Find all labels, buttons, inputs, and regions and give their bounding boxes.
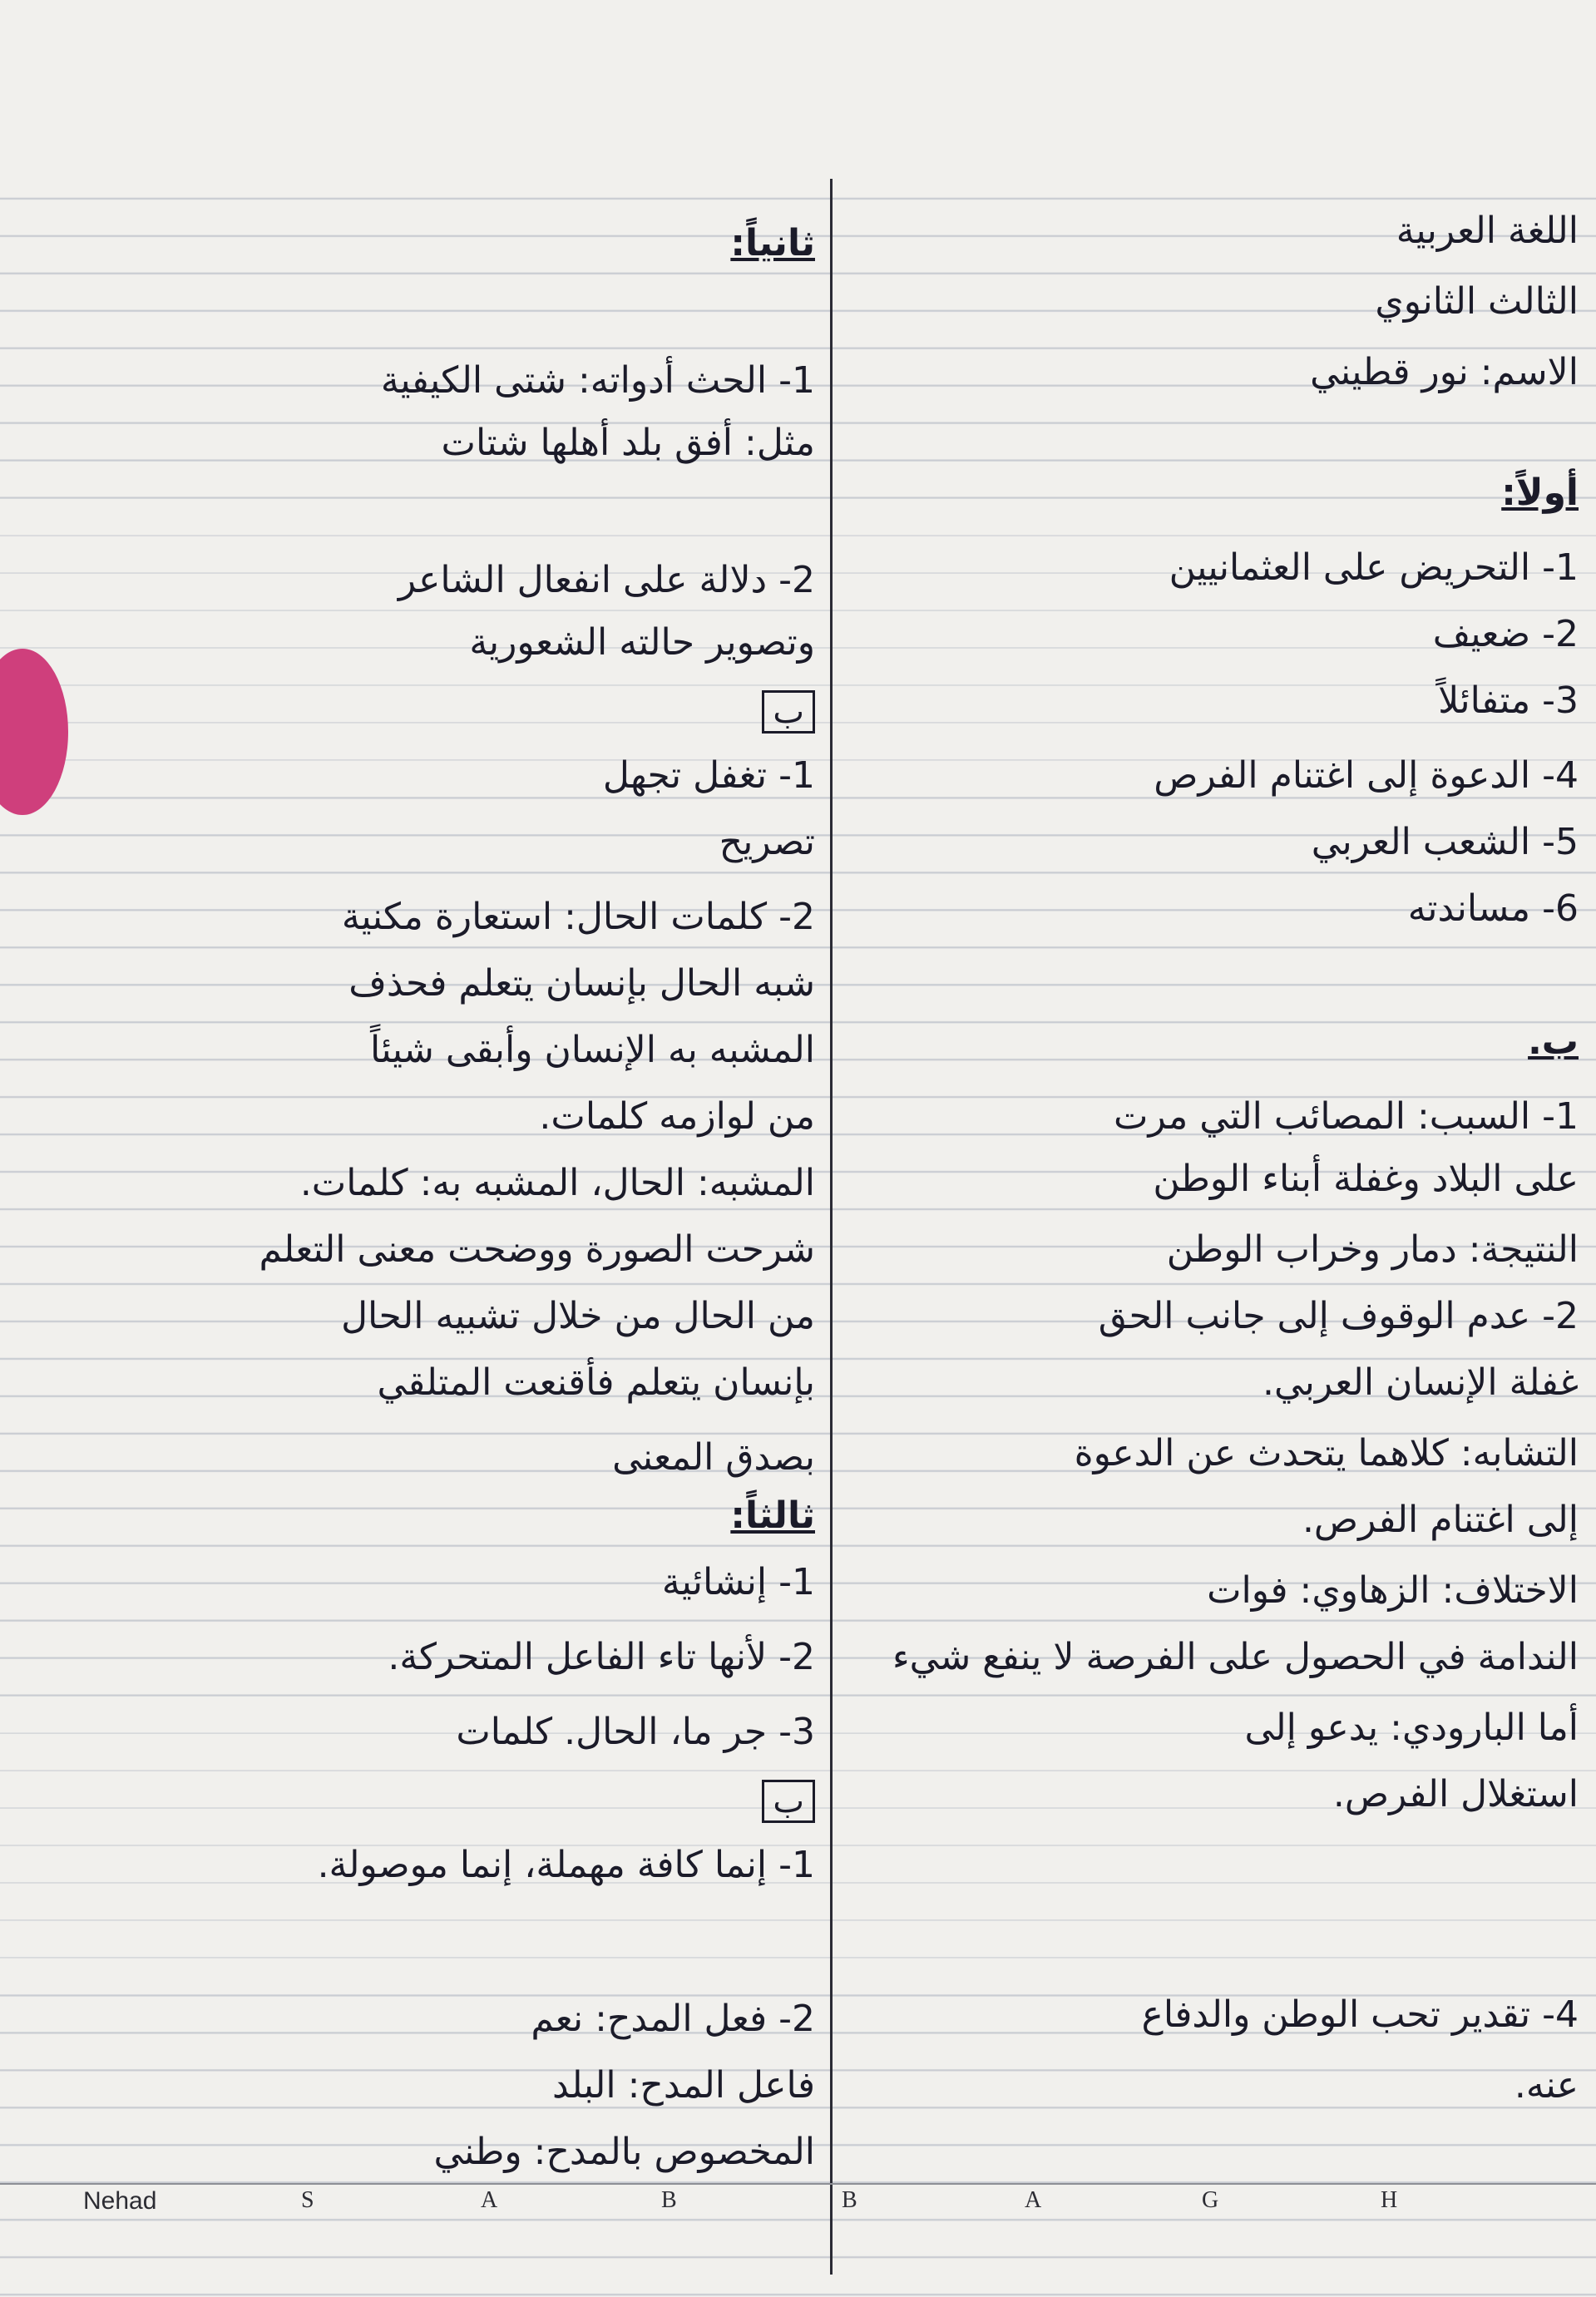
- answer-line: 5- الشعب العربي: [1311, 821, 1579, 863]
- answer-line: 1- إنشائية: [661, 1561, 815, 1603]
- page-top-margin: [0, 0, 1596, 166]
- answer-line: بإنسان يتعلم فأقنعت المتلقي: [377, 1361, 815, 1404]
- answer-line: 1- تغفل تجهل: [602, 754, 815, 797]
- footer-mark: A: [481, 2187, 498, 2213]
- answer-line: 4- الدعوة إلى اغتنام الفرص: [1154, 754, 1579, 797]
- answer-line: 1- التحريض على العثمانيين: [1169, 546, 1579, 589]
- answer-line: شبه الحال بإنسان يتعلم فحذف: [348, 962, 815, 1005]
- answer-line: الثالث الثانوي: [1375, 280, 1579, 323]
- answer-line: 6- مساندته: [1407, 887, 1579, 930]
- answer-line: 3- متفائلاً: [1438, 679, 1579, 722]
- answer-line: الاسم: نور قطيني: [1310, 351, 1579, 393]
- subsection-label: ب: [762, 690, 815, 734]
- answer-line: 1- إنما كافة مهملة، إنما موصولة.: [317, 1844, 815, 1886]
- notebook-footer: [0, 2187, 1596, 2220]
- notebook-brand: Nehad: [83, 2187, 157, 2215]
- answer-line: عنه.: [1514, 2064, 1579, 2107]
- answer-line: 2- كلمات الحال: استعارة مكنية: [341, 896, 815, 938]
- answer-line: على البلاد وغفلة أبناء الوطن: [1153, 1158, 1579, 1200]
- footer-mark: H: [1381, 2187, 1398, 2213]
- answer-line: 2- لأنها تاء الفاعل المتحركة.: [388, 1636, 815, 1678]
- section-heading: ثانياً:: [730, 222, 815, 264]
- answer-line: المشبه: الحال، المشبه به: كلمات.: [299, 1162, 815, 1204]
- answer-line: بصدق المعنى: [612, 1436, 815, 1479]
- answer-line: أما البارودي: يدعو إلى: [1244, 1707, 1579, 1749]
- footer-mark: A: [1025, 2187, 1042, 2213]
- answer-line: 1- الحث أدواته: شتى الكيفية: [380, 359, 815, 402]
- answer-line: تصريح: [719, 821, 815, 863]
- answer-line: 4- تقدير تحب الوطن والدفاع: [1141, 1993, 1579, 2036]
- answer-line: 2- ضعيف: [1432, 613, 1579, 655]
- answer-line: الندامة في الحصول على الفرصة لا ينفع شيء: [892, 1636, 1579, 1678]
- answer-line: شرحت الصورة ووضحت معنى التعلم: [259, 1228, 815, 1271]
- answer-line: وتصوير حالته الشعورية: [469, 621, 815, 664]
- answer-line: مثل: أفق بلد أهلها شتات: [441, 422, 815, 464]
- answer-line: استغلال الفرص.: [1332, 1773, 1579, 1815]
- answer-line: من الحال من خلال تشبيه الحال: [341, 1295, 815, 1337]
- answer-line: اللغة العربية: [1396, 210, 1579, 252]
- answer-line: المشبه به الإنسان وأبقى شيئاً: [370, 1029, 815, 1071]
- footer-mark: B: [842, 2187, 857, 2213]
- answer-line: إلى اغتنام الفرص.: [1302, 1499, 1579, 1541]
- footer-mark: B: [661, 2187, 677, 2213]
- answer-line: النتيجة: دمار وخراب الوطن: [1166, 1228, 1579, 1271]
- answer-line: 2- دلالة على انفعال الشاعر: [398, 559, 815, 601]
- answer-line: التشابه: كلاهما يتحدث عن الدعوة: [1074, 1432, 1579, 1475]
- answer-line: الاختلاف: الزهاوي: فوات: [1207, 1569, 1579, 1612]
- section-heading: ثالثاً:: [730, 1494, 815, 1537]
- answer-line: 2- عدم الوقوف إلى جانب الحق: [1098, 1295, 1579, 1337]
- answer-line: من لوازمه كلمات.: [539, 1095, 815, 1138]
- answer-line: فاعل المدح: البلد: [552, 2064, 815, 2107]
- answer-line: المخصوص بالمدح: وطني: [433, 2131, 815, 2173]
- subsection-label: ب: [762, 1780, 815, 1823]
- answer-line: 3- جر ما، الحال. كلمات: [456, 1711, 815, 1753]
- section-heading: ب.: [1528, 1020, 1579, 1063]
- footer-rule: [0, 2183, 1596, 2185]
- binder-hole: [0, 649, 68, 815]
- answer-line: غفلة الإنسان العربي.: [1262, 1361, 1579, 1404]
- answer-line: 1- السبب: المصائب التي مرت: [1114, 1095, 1579, 1138]
- footer-mark: S: [301, 2187, 314, 2213]
- section-heading: أولاً:: [1501, 472, 1579, 514]
- footer-mark: G: [1202, 2187, 1219, 2213]
- column-divider: [830, 179, 833, 2275]
- answer-line: 2- فعل المدح: نعم: [531, 1998, 815, 2040]
